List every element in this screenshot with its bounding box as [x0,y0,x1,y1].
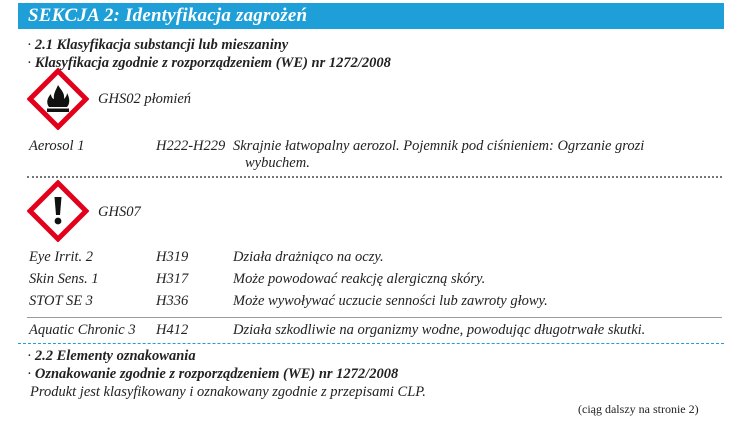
clp-note: Produkt jest klasyfikowany i oznakowany zgodnie z przepisami CLP. [30,384,426,400]
hazard-code: H319 [156,249,189,265]
aquatic-hazard-code: H412 [156,322,189,338]
aquatic-category: Aquatic Chronic 3 [29,322,136,338]
section-header [18,3,724,29]
aerosol-category: Aerosol 1 [29,138,85,154]
section-title: SEKCJA 2: Identyfikacja zagrożeń [28,5,308,26]
classification-regulation: · Klasyfikacja zgodnie z rozporządzeniem (WE) nr 1272/2008 [27,55,391,71]
subsection-2-2-heading: · 2.2 Elementy oznakowania [27,348,196,364]
row-divider [27,317,722,318]
exclamation-pictogram-icon [27,180,89,242]
hazard-category: Skin Sens. 1 [29,271,99,287]
ghs07-label: GHS07 [98,204,141,220]
hazard-statement: Może powodować reakcję alergiczną skóry. [233,271,486,287]
hazard-category: STOT SE 3 [29,293,93,309]
aerosol-hazard-code: H222-H229 [156,138,226,154]
continued-note: (ciąg dalszy na stronie 2) [578,402,699,416]
section-divider [18,343,724,344]
hazard-statement: Może wywoływać uczucie senności lub zawroty głowy. [233,293,548,309]
aerosol-hazard-text-line1: Skrajnie łatwopalny aerozol. Pojemnik pod ciśnieniem: Ogrzanie grozi [233,138,645,154]
hazard-code: H317 [156,271,189,287]
subsection-2-1-heading: · 2.1 Klasyfikacja substancji lub mieszaniny [27,37,289,53]
aquatic-hazard-statement: Działa szkodliwie na organizmy wodne, powodując długotrwałe skutki. [233,322,646,338]
hazard-code: H336 [156,293,189,309]
labelling-regulation: · Oznakowanie zgodnie z rozporządzeniem (WE) nr 1272/2008 [27,366,399,382]
aerosol-hazard-text-line2: wybuchem. [245,155,310,171]
hazard-category: Eye Irrit. 2 [29,249,94,265]
ghs02-label: GHS02 płomień [98,91,192,107]
hazard-statement: Działa drażniąco na oczy. [233,249,384,265]
flame-pictogram-icon [27,68,89,130]
dotted-divider [27,176,722,178]
